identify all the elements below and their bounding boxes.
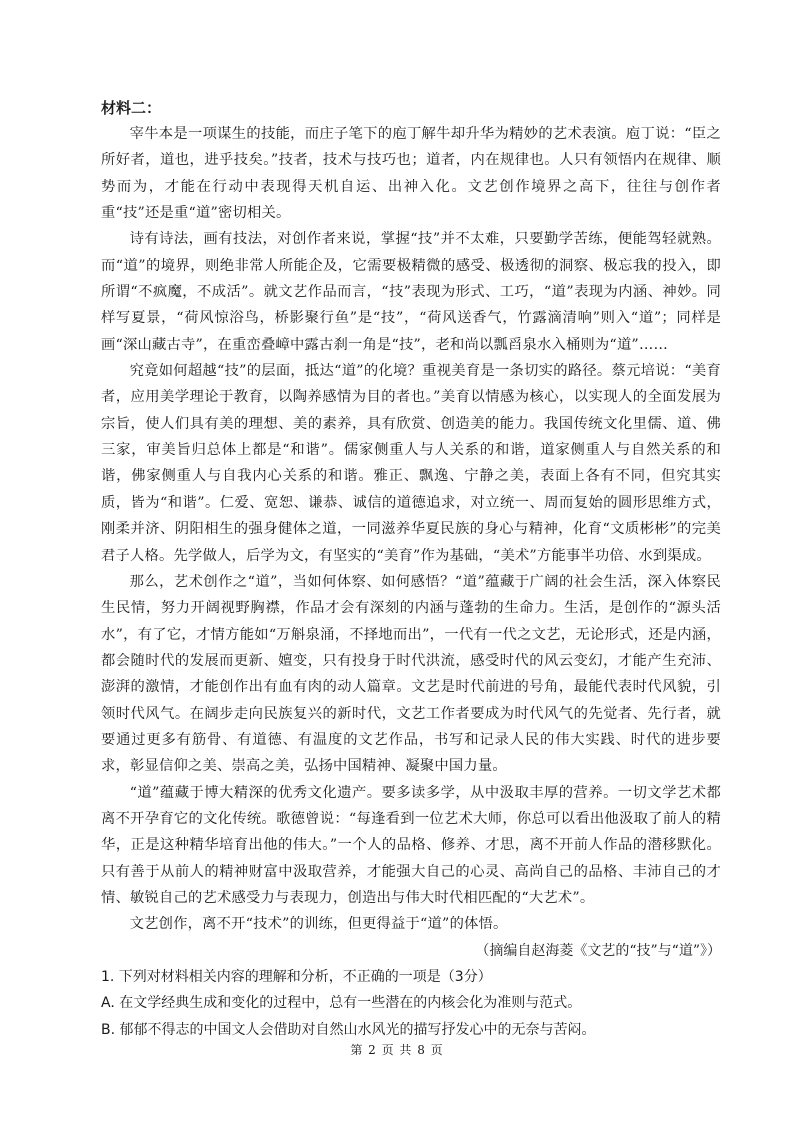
option-a: A. 在文学经典生成和变化的过程中，总有一些潜在的内核会化为准则与范式。: [101, 995, 582, 1012]
page-number-footer: 第 2 页 共 8 页: [350, 1043, 444, 1057]
paragraph-6: 文艺创作，离不开“技术”的训练，但更得益于“道”的体悟。: [129, 916, 508, 933]
paragraph-3: 究竟如何超越“技”的层面，抵达“道”的化境？重视美育是一条切实的路径。蔡元培说：“美育者，应用美学理论于教育，以陶养感情为目的者也。”美育以情感为核心，以实现人的全面发展为宗旨，使人们具有美的理想、美的素养，具有欣赏、创造美的能力。我国传统文化里儒、道、佛三家，审美旨归总体上都是“和谐”。儒家侧重人与人关系的和谐，道家侧重人与自然关系的和谐，佛家侧重人与自我内心关系的和谐。雅正、飘逸、宁静之美，表面上各有不同，但究其实质，皆为“和谐”。仁爱、宽恕、谦恭、诚信的道德追求，对立统一、周而复始的圆形思维方式，刚柔并济、阴阳相生的强身健体之道，一同滋养华夏民族的身心与精神，化育“文质彬彬”的完美君子人格。先学做人，后学为文，有坚实的“美育”作为基础，“美术”方能事半功倍、水到渠成。: [101, 363, 721, 564]
paragraph-1: 宰牛本是一项谋生的技能，而庄子笔下的庖丁解牛却升华为精妙的艺术表演。庖丁说：“臣之所好者，道也，进乎技矣。”技者，技术与技巧也；道者，内在规律也。人只有领悟内在规律、顺势而为，才能在行动中表现得天机自运、出神入化。文艺创作境界之高下，往往与创作者重“技”还是重“道”密切相关。: [101, 126, 721, 222]
article-body: [101, 95, 721, 1043]
option-b: B. 郁郁不得志的中国文人会借助对自然山水风光的描写抒发心中的无奈与苦闷。: [101, 1021, 596, 1038]
paragraph-5: “道”蕴藏于博大精深的优秀文化遗产。要多读多学，从中汲取丰厚的营养。一切文学艺术都离不开孕育它的文化传统。歌德曾说：“每逢看到一位艺术大师，你总可以看出他汲取了前人的精华，正是这种精华培育出他的伟大。”一个人的品格、修养、才思，离不开前人作品的潜移默化。只有善于从前人的精神财富中汲取营养，才能强大自己的心灵、高尚自己的品格、丰沛自己的才情、敏锐自己的艺术感受力与表现力，创造出与伟大时代相匹配的“大艺术”。: [101, 784, 721, 906]
section-heading: 材料二：: [101, 99, 162, 117]
paragraph-2: 诗有诗法，画有技法，对创作者来说，掌握“技”并不太难，只要勤学苦练，便能驾轻就熟。而“道”的境界，则绝非常人所能企及，它需要极精微的感受、极透彻的洞察、极忘我的投入，即所谓“不疯魔，不成活”。就文艺作品而言，“技”表现为形式、工巧，“道”表现为内涵、神妙。同样写夏景，“荷风惊浴鸟，桥影聚行鱼”是“技”，“荷风送香气，竹露滴清响”则入“道”；同样是画“深山藏古寺”，在重峦叠嶂中露古刹一角是“技”，老和尚以瓢舀泉水入桶则为“道”……: [101, 231, 721, 353]
question-stem: 1. 下列对材料相关内容的理解和分析，不正确的一项是（3分）: [101, 968, 492, 985]
source-citation: （摘编自赵海菱《文艺的“技”与“道”》）: [475, 942, 721, 959]
paragraph-4: 那么，艺术创作之“道”，当如何体察、如何感悟？“道”蕴藏于广阔的社会生活，深入体察民生民情，努力开阔视野胸襟，作品才会有深刻的内涵与蓬勃的生命力。生活，是创作的“源头活水”，有了它，才情方能如“万斛泉涌，不择地而出”，一代有一代之文艺，无论形式，还是内涵，都会随时代的发展而更新、嬗变，只有投身于时代洪流，感受时代的风云变幻，才能产生充沛、澎湃的激情，才能创作出有血有肉的动人篇章。文艺是时代前进的号角，最能代表时代风貌，引领时代风气。在阔步走向民族复兴的新时代，文艺工作者要成为时代风气的先觉者、先行者，就要通过更多有筋骨、有道德、有温度的文艺作品，书写和记录人民的伟大实践、时代的进步要求，彰显信仰之美、崇高之美，弘扬中国精神、凝聚中国力量。: [101, 573, 721, 775]
